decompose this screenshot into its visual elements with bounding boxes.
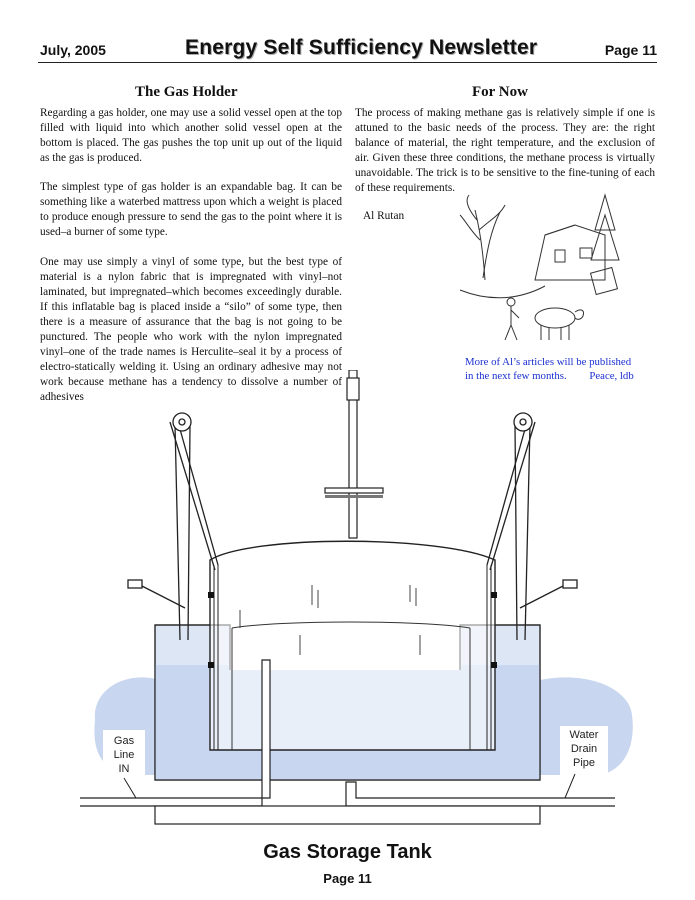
water-drain-pipe-label (560, 726, 608, 798)
farm-sketch-illustration (455, 190, 645, 350)
footer-page-number: Page 11 (323, 871, 372, 886)
svg-text:Pipe: Pipe (572, 757, 596, 769)
svg-text:Water: Water (569, 729, 599, 741)
header-date: July, 2005 (40, 42, 106, 58)
gas-holder-paragraph-2: The simplest type of gas holder is an expandable bag. It can be something like a waterbed mattress upon which a weight is placed to produce enough pressure to send the gas to the point where it is used–a burner of some type. (40, 181, 342, 238)
publication-note-line-1: More of Al’s articles will be published (465, 356, 632, 368)
newsletter-title: Energy Self Sufficiency Newsletter (185, 36, 538, 59)
gas-storage-tank-diagram (0, 370, 695, 840)
gas-holder-paragraph-1: Regarding a gas holder, one may use a solid vessel open at the top filled with liquid into which another solid vessel open at the bottom is placed. The gas pushes the top unit up out of the liquid as the gas is produced. (40, 107, 342, 164)
diagram-title: Gas Storage Tank (263, 841, 432, 863)
gas-holder-paragraph-3: One may use simply a vinyl of some type, but the best type of material is a nylon fabric that is impregnated with vinyl–not laminated, but impregnated–which becomes exceedingly durable. If this inflatable bag is placed inside a “silo” of some type, then there is a measure of assurance that the bag is not going to be punctured. The people who work with the nylon impregnated vinyl–one of the trade names is Herculite–seal it by a process of electro-statically welding it. Using an ordinary adhesive may not work because methane has a tendency to dissolve a number of adhesives (40, 256, 342, 403)
publication-note-signature: Peace, ldb (589, 370, 634, 382)
right-pulley-frame (487, 413, 577, 640)
gas-holder-heading: The Gas Holder (135, 84, 238, 100)
for-now-paragraph: The process of making methane gas is relatively simple if one is attuned to the basic needs of the process. They are: the right balance of material, the right temperature, and the exclusion of air. Given these three conditions, the methane process is virtually unavoidable. The trick is to be sensitive to the fine-tuning of each of these requirements. (355, 107, 655, 194)
svg-text:Drain: Drain (570, 743, 598, 755)
svg-text:Gas: Gas (113, 735, 135, 747)
gas-bell (210, 541, 495, 750)
svg-text:Line: Line (113, 749, 135, 761)
publication-note-line-2: in the next few months. (465, 370, 567, 382)
svg-text:IN: IN (118, 763, 130, 775)
header-rule (38, 62, 657, 63)
for-now-heading: For Now (472, 84, 528, 100)
author-name: Al Rutan (363, 210, 405, 222)
gas-line-in-label (103, 730, 145, 798)
water-drain-pipe (346, 782, 615, 806)
left-pulley-frame (128, 413, 218, 640)
outer-vessel-water-bottom (155, 760, 540, 780)
header-page-number: Page 11 (604, 42, 657, 58)
